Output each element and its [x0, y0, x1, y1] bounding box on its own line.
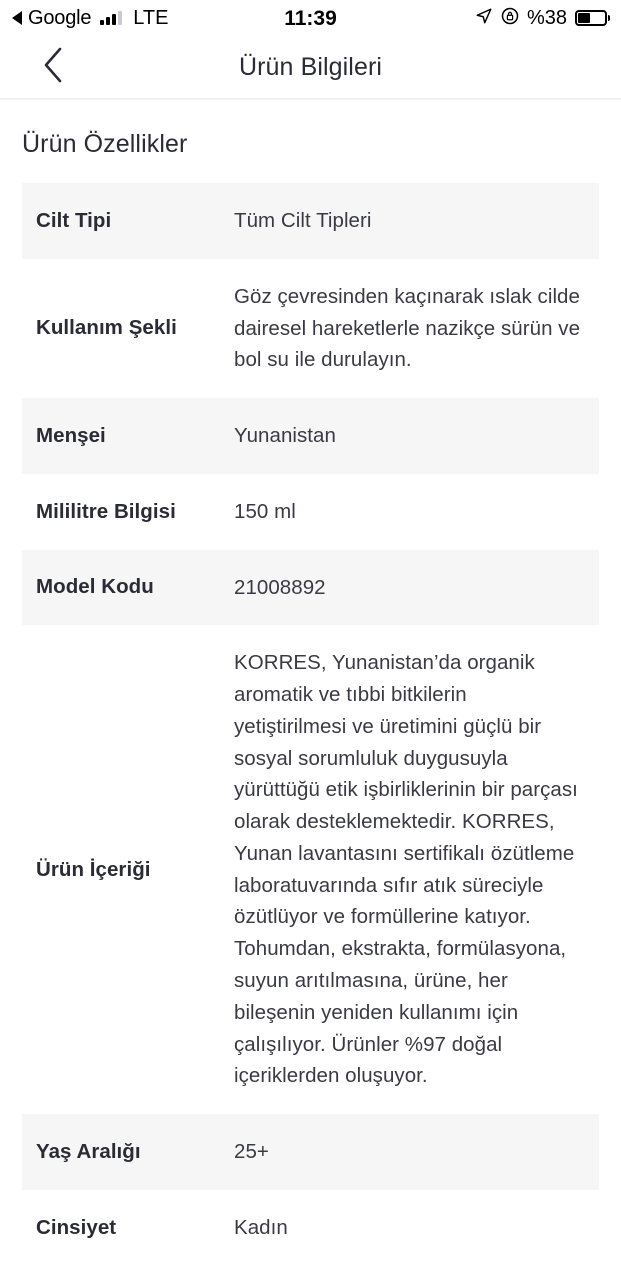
- battery-icon: [575, 10, 607, 26]
- section-heading: Ürün Özellikler: [22, 130, 188, 158]
- spec-value: Göz çevresinden kaçınarak ıslak cilde dairesel hareketlerle nazikçe sürün ve bol su ile durulayın.: [234, 284, 581, 372]
- spec-label: Yaş Aralığı: [36, 1139, 141, 1163]
- table-row: [22, 259, 599, 398]
- signal-bars-icon: [100, 11, 122, 25]
- status-bar-left[interactable]: [12, 8, 169, 28]
- spec-label: Ürün İçeriği: [36, 857, 151, 881]
- table-row: [22, 625, 599, 1114]
- spec-value: 21008892: [234, 575, 326, 599]
- status-bar-back-app-label: Google: [28, 7, 92, 29]
- spec-label: Kullanım Şekli: [36, 316, 177, 340]
- spec-value: 25+: [234, 1140, 269, 1164]
- network-type-label: LTE: [133, 7, 169, 29]
- table-row: [22, 1190, 599, 1266]
- spec-label: Model Kodu: [36, 575, 154, 599]
- status-bar: [0, 0, 621, 36]
- spec-value: 150 ml: [234, 499, 296, 523]
- battery-percent-label: %38: [526, 7, 567, 29]
- triangle-left-icon: [12, 11, 22, 25]
- product-specs-table: [0, 183, 621, 1266]
- status-bar-right: [475, 7, 607, 30]
- spec-value: Tüm Cilt Tipleri: [234, 209, 372, 232]
- spec-value: Kadın: [234, 1215, 288, 1239]
- table-row: [22, 1114, 599, 1190]
- table-row: [22, 550, 599, 626]
- table-row: [22, 183, 599, 259]
- spec-label: Cilt Tipi: [36, 208, 112, 232]
- table-row: [22, 398, 599, 474]
- spec-label: Cinsiyet: [36, 1215, 117, 1239]
- status-bar-clock: 11:39: [284, 6, 337, 30]
- spec-label: Menşei: [36, 423, 106, 447]
- spec-value: KORRES, Yunanistan’da organik aromatik ve tıbbi bitkilerin yetiştirilmesi ve üretimini güçlü bir sosyal sorumluluk duygusuyla yürüttüğü etik işbirliklerinin bir parçası olarak desteklemektedir. KORRES, Yunan lavantasını sertifikalı özütleme laboratuvarında sıfır atık süreciyle özütlüyor ve formüllerine katıyor. Tohumdan, ekstrakta, formülasyona, suyun arıtılmasına, ürüne, her bileşenin yeniden kullanımı için çalışılıyor. Ürünler %97 doğal içeriklerden oluşuyor.: [234, 651, 578, 1088]
- back-button[interactable]: [30, 44, 76, 90]
- page-title: Ürün Bilgileri: [238, 52, 383, 81]
- nav-bar: [0, 36, 621, 98]
- rotation-lock-icon: [501, 7, 519, 30]
- table-row: [22, 474, 599, 550]
- spec-value: Yunanistan: [234, 424, 336, 448]
- spec-label: Mililitre Bilgisi: [36, 499, 176, 523]
- chevron-left-icon: [40, 46, 66, 89]
- location-arrow-icon: [475, 7, 493, 30]
